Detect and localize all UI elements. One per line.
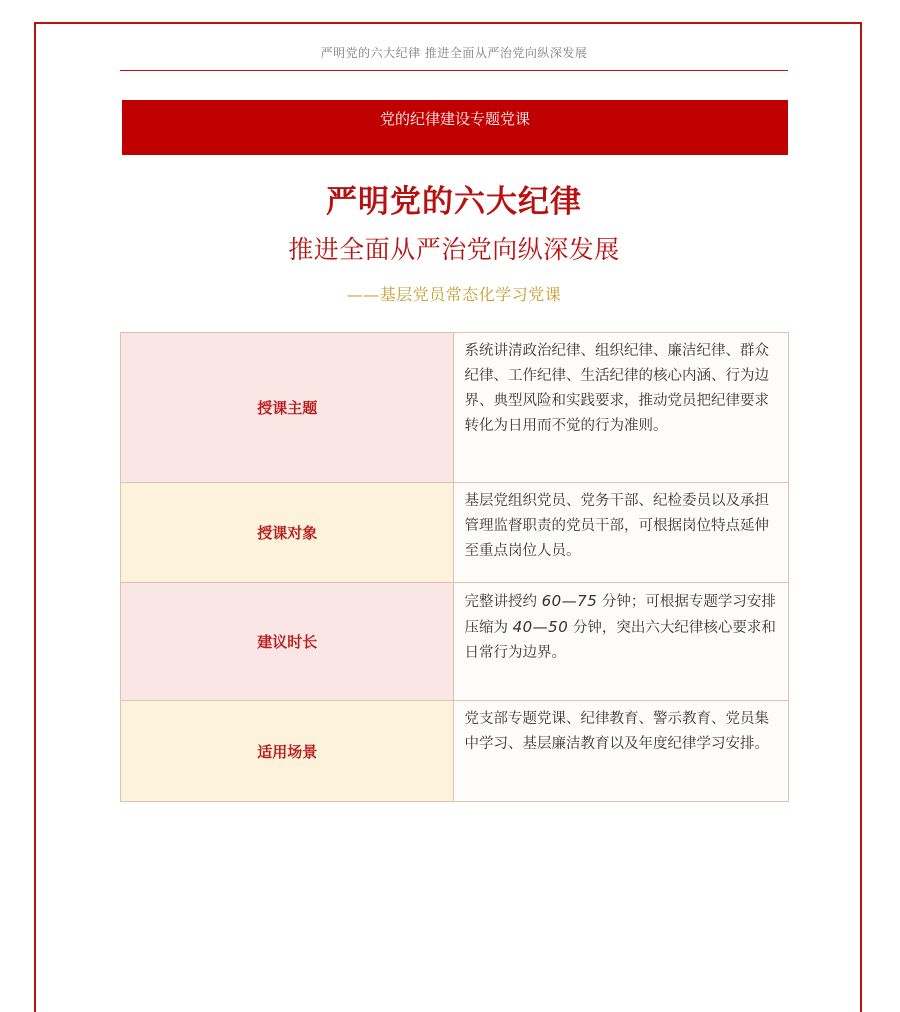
table-row-audience [121,483,789,583]
row-label: 适用场景 [121,701,454,802]
row-label: 授课对象 [121,483,454,583]
duration-text-mid: 分钟；可根据专题学习安排压缩为 [464,594,776,636]
header-divider [120,70,788,71]
table-row-duration [121,583,789,701]
duration-text-suffix: 分钟，突出六大纪律核心要求和日常行为边界。 [464,620,776,661]
row-label: 建议时长 [121,583,454,701]
page-subtitle: 推进全面从严治党向纵深发展 [288,235,620,264]
row-label: 授课主题 [121,333,454,483]
row-value [454,583,789,701]
duration-range-short: 40—50 [512,618,569,636]
table-row-scenario [121,701,789,802]
running-header: 严明党的六大纪律 推进全面从严治党向纵深发展 [320,46,588,60]
duration-text-prefix: 完整讲授约 [464,594,542,610]
duration-range-full: 60—75 [541,592,598,610]
course-info-table [120,332,789,802]
page-tagline: ——基层党员常态化学习党课 [346,285,562,304]
page-title: 严明党的六大纪律 [326,184,582,220]
row-value: 系统讲清政治纪律、组织纪律、廉洁纪律、群众纪律、工作纪律、生活纪律的核心内涵、行为边界、典型风险和实践要求，推动党员把纪律要求转化为日用而不觉的行为准则。 [454,333,789,483]
row-value: 党支部专题党课、纪律教育、警示教育、党员集中学习、基层廉洁教育以及年度纪律学习安排。 [454,701,789,802]
row-value: 基层党组织党员、党务干部、纪检委员以及承担管理监督职责的党员干部，可根据岗位特点延伸至重点岗位人员。 [454,483,789,583]
topic-banner: 党的纪律建设专题党课 [122,100,788,155]
table-row-topic [121,333,789,483]
